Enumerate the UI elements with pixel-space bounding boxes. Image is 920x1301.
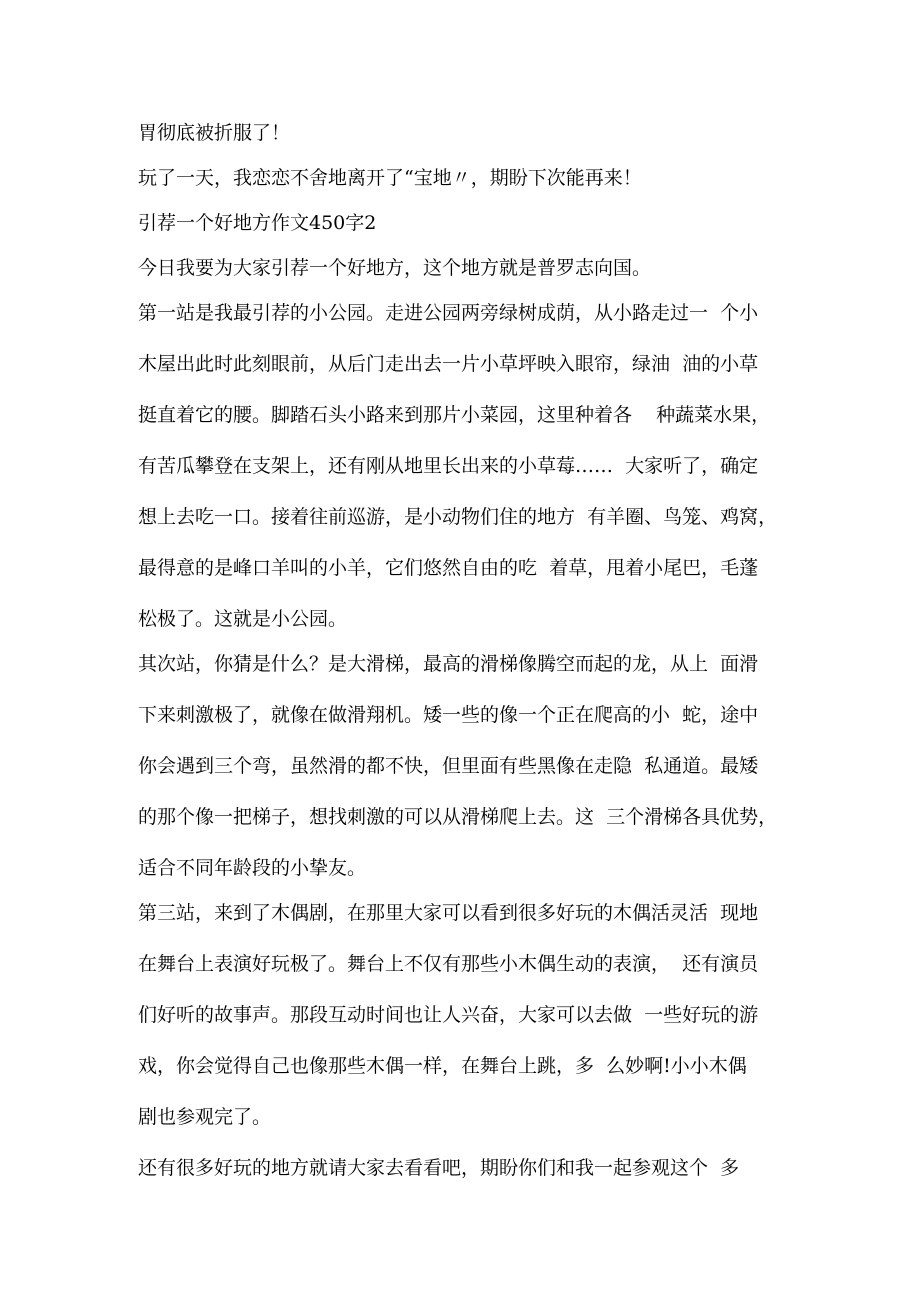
text-line: 木屋出此时此刻眼前，从后门走出去一片小草坪映入眼帘，绿油 油的小草 (138, 353, 759, 375)
text-line: 戏，你会觉得自己也像那些木偶一样，在舞台上跳，多 么妙啊!小小木偶 (138, 1055, 747, 1077)
text-line: 今日我要为大家引荐一个好地方，这个地方就是普罗志向国。 (138, 257, 652, 279)
text-line: 第一站是我最引荐的小公园。走进公园两旁绿树成荫，从小路走过一 个小 (138, 302, 759, 324)
text-line: 还有很多好玩的地方就请大家去看看吧，期盼你们和我一起参观这个 多 (138, 1157, 740, 1179)
text-line: 想上去吃一口。接着往前巡游，是小动物们住的地方 有羊圈、鸟笼、鸡窝， (138, 506, 778, 528)
text-line: 其次站，你猜是什么？是大滑梯，最高的滑梯像腾空而起的龙，从上 面滑 (138, 653, 759, 675)
text-line: 剧也参观完了。 (138, 1106, 272, 1128)
text-line: 在舞台上表演好玩极了。舞台上不仅有那些小木偶生动的表演， 还有演员 (138, 953, 759, 975)
text-line: 们好听的故事声。那段互动时间也让人兴奋，大家可以去做 一些好玩的游 (138, 1004, 759, 1026)
text-line: 最得意的是峰口羊叫的小羊，它们悠然自由的吃 着草，甩着小尾巴，毛蓬 (138, 557, 759, 579)
text-line: 胃彻底被折服了！ (138, 122, 291, 144)
text-line: 第三站，来到了木偶剧，在那里大家可以看到很多好玩的木偶活灵活 现地 (138, 902, 759, 924)
document-body (138, 118, 808, 1184)
text-line: 有苦瓜攀登在支架上，还有刚从地里长出来的小草莓…… 大家听了，确定 (138, 455, 759, 477)
text-line: 下来刺激极了，就像在做滑翔机。矮一些的像一个正在爬高的小 蛇，途中 (138, 704, 759, 726)
text-line: 玩了一天，我恋恋不舍地离开了“宝地〃，期盼下次能再来！ (138, 167, 642, 189)
text-line: 的那个像一把梯子，想找刺激的可以从滑梯爬上去。这 三个滑梯各具优势， (138, 806, 778, 828)
text-line: 适合不同年龄段的小挚友。 (138, 857, 367, 879)
text-line: 你会遇到三个弯，虽然滑的都不快，但里面有些黑像在走隐 私通道。最矮 (138, 755, 759, 777)
text-line: 松极了。这就是小公园。 (138, 608, 348, 630)
article-title: 引荐一个好地方作文450字2 (138, 212, 377, 234)
text-line: 挺直着它的腰。脚踏石头小路来到那片小菜园，这里种着各 种蔬菜水果， (138, 404, 771, 426)
